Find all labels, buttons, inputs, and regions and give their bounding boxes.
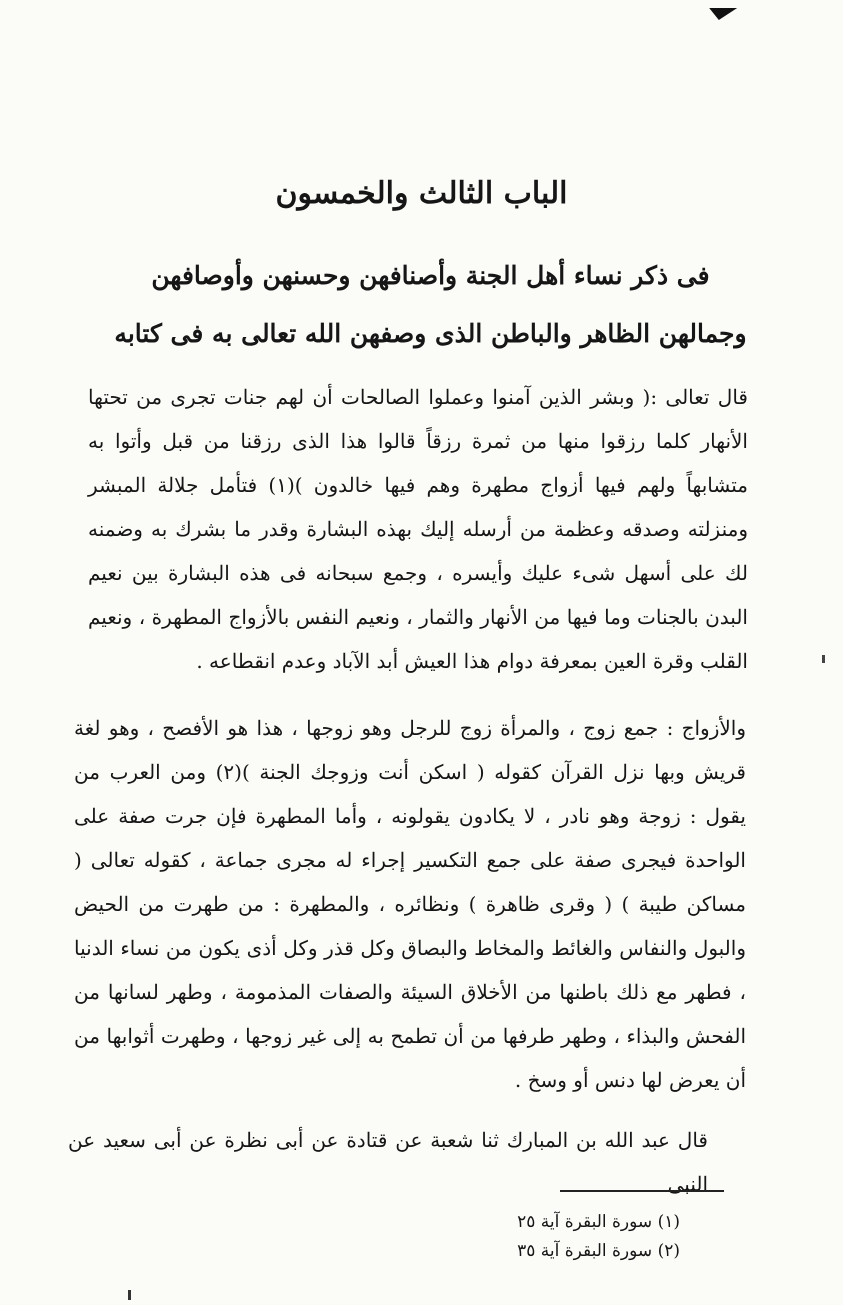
margin-mark xyxy=(822,655,825,663)
footnote-1: (١) سورة البقرة آية ٢٥ xyxy=(517,1212,680,1232)
chapter-subtitle: فى ذكر نساء أهل الجنة وأصنافهن وحسنهن وأوصافهن وجمالهن الظاهر والباطن الذى وصفهن الله تعالى به فى كتابه xyxy=(114,261,747,348)
chapter-title: الباب الثالث والخمسون xyxy=(275,176,568,211)
paragraph-3: قال عبد الله بن المبارك ثنا شعبة عن قتادة عن أبى نظرة عن أبى سعيد عن النبى xyxy=(68,1128,708,1196)
paragraph-1: قال تعالى :( وبشر الذين آمنوا وعملوا الصالحات أن لهم جنات تجرى من تحتها الأنهار كلما رزقوا منها من ثمرة رزقاً قالوا هذا الذى رزقنا من قبل وأتوا به متشابهاً ولهم فيها أزواج مطهرة وهم فيها خالدون )(١) فتأمل جلالة المبشر ومنزلته وصدقه وعظمة من أرسله إليك بهذه البشارة وقدر ما بشرك به وضمنه لك على أسهل شىء عليك وأيسره ، وجمع سبحانه فى هذه البشارة بين نعيم البدن بالجنات وما فيها من الأنهار والثمار ، ونعيم النفس بالأزواج المطهرة ، ونعيم القلب وقرة العين بمعرفة دوام هذا العيش أبد الآباد وعدم انقطاعه . xyxy=(88,385,748,673)
footnotes xyxy=(470,1208,680,1266)
corner-triangle-mark xyxy=(705,8,737,20)
paragraph-2: والأزواج : جمع زوج ، والمرأة زوج للرجل وهو زوجها ، هذا هو الأفصح ، وهو لغة قريش وبها نزل القرآن كقوله ( اسكن أنت وزوجك الجنة )(٢) ومن العرب من يقول : زوجة وهو نادر ، لا يكادون يقولونه ، وأما المطهرة فإن جرت صفة على الواحدة فيجرى صفة على جمع التكسير إجراء له مجرى جماعة ، كقوله تعالى ( مساكن طيبة ) ( وقرى ظاهرة ) ونظائره ، والمطهرة : من طهرت من الحيض والبول والنفاس والغائط والمخاط والبصاق وكل قذر وكل أذى يكون من نساء الدنيا ، فطهر مع ذلك باطنها من الأخلاق السيئة والصفات المذمومة ، وطهر لسانها من الفحش والبذاء ، وطهر طرفها من أن تطمح به إلى غير زوجها ، وطهرت أثوابها من أن يعرض لها دنس أو وسخ . xyxy=(74,716,746,1092)
footnote-2: (٢) سورة البقرة آية ٣٥ xyxy=(517,1241,680,1261)
footnote-divider xyxy=(560,1190,724,1192)
stray-mark xyxy=(128,1290,131,1300)
